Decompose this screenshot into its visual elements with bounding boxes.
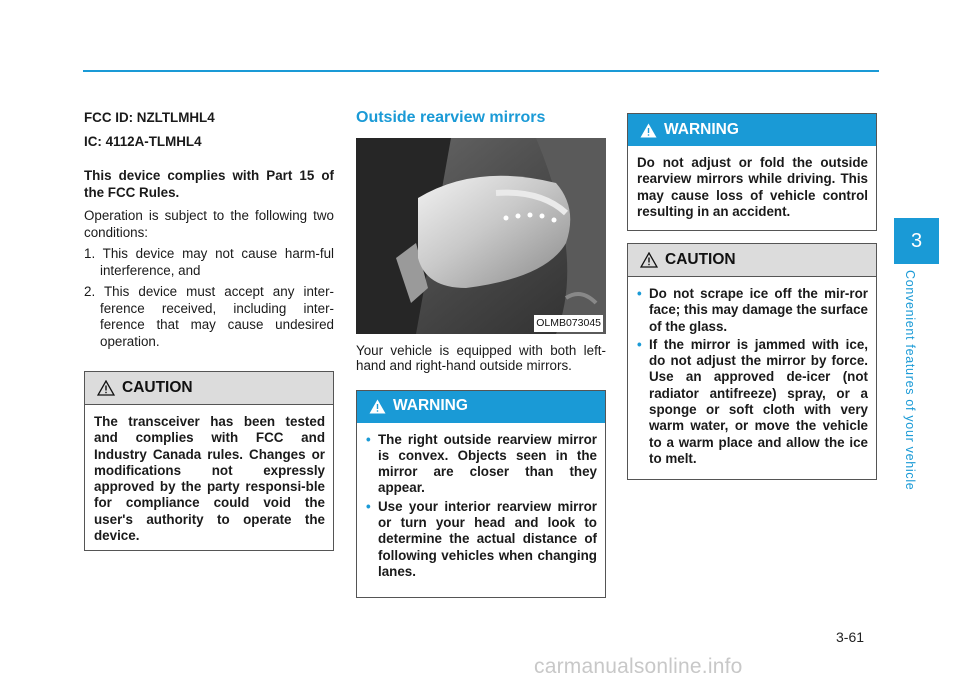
page-number: 3-61 (836, 629, 865, 645)
bullet-dot: • (637, 336, 642, 352)
bullet-dot: • (366, 431, 371, 447)
caution-bullet (637, 286, 868, 335)
bullet-text: If the mirror is jammed with ice, do not adjust the mirror by force. Use an approved de-icer (not radiator antifreeze) spray, or a sponge or soft cloth with very warm water, or move the vehicle to a warm place and allow the ice to melt. (649, 336, 868, 466)
mirror-photo (356, 138, 606, 334)
ic-number: IC: 4112A-TLMHL4 (84, 133, 202, 149)
fcc-compliance-statement: This device complies with Part 15 of the FCC Rules. (84, 168, 334, 200)
warning-title: WARNING (664, 120, 739, 138)
operation-conditions: Operation is subject to the following two conditions: (84, 208, 334, 240)
caution-triangle-icon (640, 252, 658, 268)
caution-header (85, 372, 333, 405)
bullet-text: Use your interior rearview mirror or turn your head and look to determine the actual distance of following vehicles when changing lanes. (378, 498, 597, 579)
image-code: OLMB073045 (534, 315, 603, 332)
caution-box-fcc (84, 371, 334, 551)
warning-body: Do not adjust or fold the outside rearview mirrors while driving. This may cause loss of vehicle control resulting in an accident. (637, 155, 868, 219)
warning-body (357, 423, 605, 593)
condition-2: 2. This device must accept any inter-ference received, including inter-ference that may cause undesired operation. (84, 284, 334, 349)
chapter-title: Convenient features of your vehicle (903, 270, 917, 491)
chapter-tab: 3 (894, 218, 939, 264)
bullet-text: The right outside rearview mirror is convex. Objects seen in the mirror are closer than they appear. (378, 431, 597, 496)
side-mirror-illustration (356, 138, 606, 334)
column-mirrors (356, 110, 606, 598)
condition-1: 1. This device may not cause harm-ful interference, and (84, 246, 334, 278)
bullet-dot: • (366, 498, 371, 514)
warning-bullet (366, 499, 597, 580)
warning-bullet (366, 432, 597, 497)
column-warnings (627, 113, 877, 480)
warning-box-mirrors (356, 390, 606, 598)
warning-box-fold (627, 113, 877, 231)
warning-title: WARNING (393, 397, 468, 415)
caution-box-ice (627, 243, 877, 480)
caution-header (628, 244, 876, 277)
watermark: carmanualsonline.info (534, 655, 743, 678)
warning-triangle-icon (369, 399, 386, 414)
caution-body (628, 277, 876, 479)
column-fcc (84, 110, 334, 551)
warning-header (628, 114, 876, 146)
caution-title: CAUTION (665, 250, 736, 268)
bullet-dot: • (637, 286, 642, 301)
section-title: Outside rearview mirrors (356, 109, 546, 126)
bullet-text: Do not scrape ice off the mir-ror face; this may damage the surface of the glass. (649, 286, 868, 334)
fcc-id: FCC ID: NZLTLMHL4 (84, 110, 215, 125)
caution-title: CAUTION (122, 378, 193, 396)
caution-triangle-icon (97, 380, 115, 396)
caution-body: The transceiver has been tested and complies with FCC and Industry Canada rules. Changes or modifications not expressly approved by the party responsi-ble for compliance could void the user's authority to operate the device. (94, 414, 325, 544)
warning-header (357, 391, 605, 423)
top-rule (83, 70, 879, 72)
mirrors-description: Your vehicle is equipped with both left-hand and right-hand outside mirrors. (356, 342, 606, 373)
warning-triangle-icon (640, 123, 657, 138)
caution-bullet (637, 337, 868, 467)
